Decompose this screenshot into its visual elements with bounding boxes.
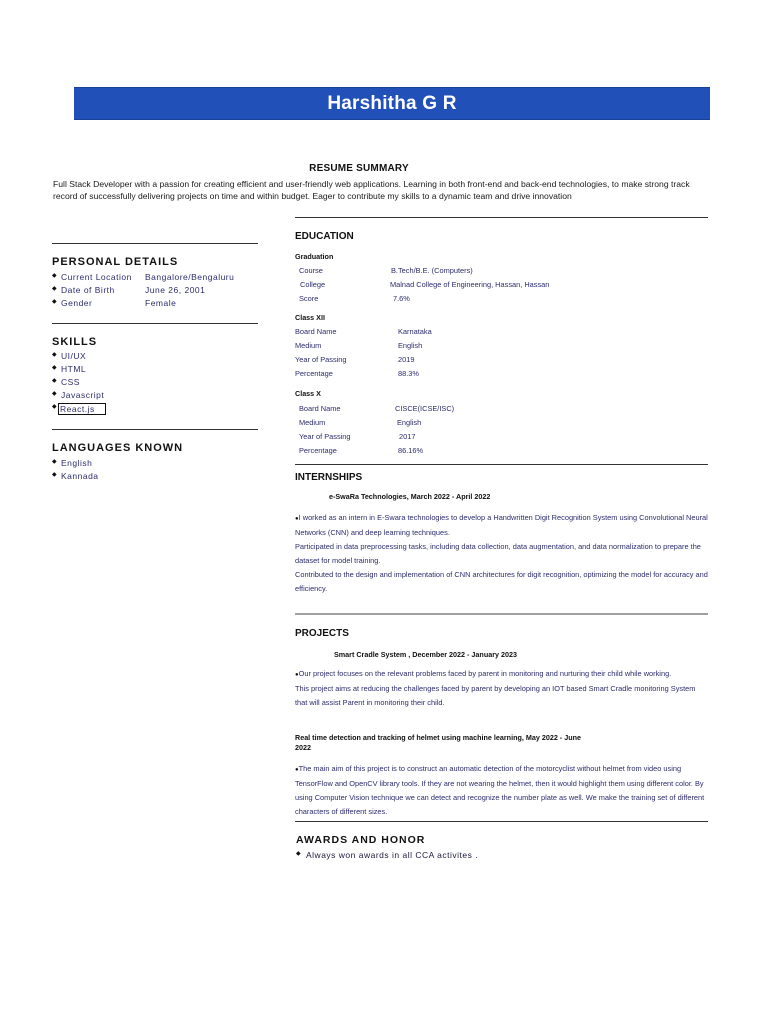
languages-heading: LANGUAGES KNOWN bbox=[52, 442, 184, 454]
name-banner bbox=[74, 87, 710, 120]
table-row: Medium English bbox=[295, 341, 423, 350]
table-row: Year of Passing 2017 bbox=[299, 432, 416, 441]
diamond-bullet-icon: ◆ bbox=[52, 472, 58, 478]
project-2-title: Real time detection and tracking of helmet using machine learning, May 2022 - June 2022 bbox=[295, 733, 581, 752]
project-2-description: ●The main aim of this project is to construct an automatic detection of the motorcyclist without helmet from video using TensorFlow and OpenCV library tools. If they are not wearing the helmet, then it would highlight them using different color. By using Computer Vision technique we can detect and recognize the number plate as well. We make the training set of different characters of different sizes. bbox=[295, 764, 705, 816]
awards-list: ◆ Always won awards in all CCA activites . bbox=[296, 850, 479, 860]
diamond-bullet-icon: ◆ bbox=[52, 273, 58, 279]
class-xii-heading: Class XII bbox=[295, 313, 325, 322]
class-xii-table bbox=[295, 327, 695, 383]
class-x-heading: Class X bbox=[295, 389, 321, 398]
skills-list: ◆ UI/UX ◆ HTML ◆ CSS ◆ Javascript ◆ React.js bbox=[52, 351, 105, 414]
table-row: Board Name CISCE(ICSE/ISC) bbox=[299, 404, 455, 413]
table-row: Score 7.6% bbox=[299, 294, 410, 303]
diamond-bullet-icon: ◆ bbox=[52, 404, 58, 410]
awards-heading: AWARDS AND HONOR bbox=[296, 834, 426, 846]
skills-heading: SKILLS bbox=[52, 336, 98, 348]
table-row: Percentage 86.16% bbox=[299, 446, 424, 455]
bullet-icon: ● bbox=[295, 516, 299, 522]
bullet-icon: ● bbox=[295, 672, 299, 678]
education-heading: EDUCATION bbox=[295, 231, 354, 242]
divider bbox=[52, 429, 258, 430]
graduation-heading: Graduation bbox=[295, 252, 334, 261]
diamond-bullet-icon: ◆ bbox=[52, 365, 58, 371]
table-row: Year of Passing 2019 bbox=[295, 355, 415, 364]
table-row: College Malnad College of Engineering, Hassan, Hassan bbox=[300, 280, 550, 289]
divider bbox=[52, 323, 258, 324]
table-row: Course B.Tech/B.E. (Computers) bbox=[299, 266, 473, 275]
projects-heading: PROJECTS bbox=[295, 628, 349, 639]
personal-details-list: ◆ Current Location Bangalore/Bengaluru ◆ Date of Birth June 26, 2001 ◆ Gender Female bbox=[52, 272, 235, 308]
divider bbox=[295, 821, 708, 822]
table-row: Medium English bbox=[299, 418, 422, 427]
project-1-title: Smart Cradle System , December 2022 - January 2023 bbox=[334, 650, 517, 659]
diamond-bullet-icon: ◆ bbox=[52, 391, 58, 397]
graduation-table bbox=[299, 266, 699, 308]
internship-company: e-SwaRa Technologies, March 2022 - April 2022 bbox=[329, 492, 491, 501]
divider bbox=[295, 464, 708, 465]
diamond-bullet-icon: ◆ bbox=[296, 851, 302, 857]
internships-heading: INTERNSHIPS bbox=[295, 472, 363, 483]
diamond-bullet-icon: ◆ bbox=[52, 352, 58, 358]
diamond-bullet-icon: ◆ bbox=[52, 286, 58, 292]
candidate-name: Harshitha G R bbox=[327, 92, 457, 114]
languages-list: ◆ English ◆ Kannada bbox=[52, 458, 99, 481]
table-row: Board Name Karnataka bbox=[295, 327, 432, 336]
divider bbox=[295, 613, 708, 615]
diamond-bullet-icon: ◆ bbox=[52, 299, 58, 305]
diamond-bullet-icon: ◆ bbox=[52, 459, 58, 465]
table-row: Percentage 88.3% bbox=[295, 369, 419, 378]
divider bbox=[295, 217, 708, 218]
class-x-table bbox=[299, 404, 699, 460]
project-1-description: ●Our project focuses on the relevant problems faced by parent in monitoring and nurturing their child while working. This project aims at reducing the challenges faced by parent by developing an IOT based Smart Cradle monitoring System that will assist Parent in monitoring their child. bbox=[295, 669, 696, 707]
diamond-bullet-icon: ◆ bbox=[52, 378, 58, 384]
personal-details-heading: PERSONAL DETAILS bbox=[52, 256, 179, 268]
summary-text: Full Stack Developer with a passion for creating efficient and user-friendly web applications. Learning in both front-end and back-end technologies, to make strong track record of successfully delivering projects on time and within budget. Eager to contribute my skills to a dynamic team and drive innovation bbox=[53, 179, 690, 201]
summary-title: RESUME SUMMARY bbox=[309, 163, 409, 174]
internship-description: ●I worked as an intern in E-Swara technologies to develop a Handwritten Digit Recognition System using Convolutional Neural Networks (CNN) and deep learning techniques. Participated in data preprocessing tasks, including data collection, data augmentation, and data normalization to prepare the dataset for model training. Contributed to the design and implementation of CNN architectures for digit recognition, optimizing the model for accuracy and efficiency. bbox=[295, 513, 708, 593]
divider bbox=[52, 243, 258, 244]
bullet-icon: ● bbox=[295, 767, 299, 773]
